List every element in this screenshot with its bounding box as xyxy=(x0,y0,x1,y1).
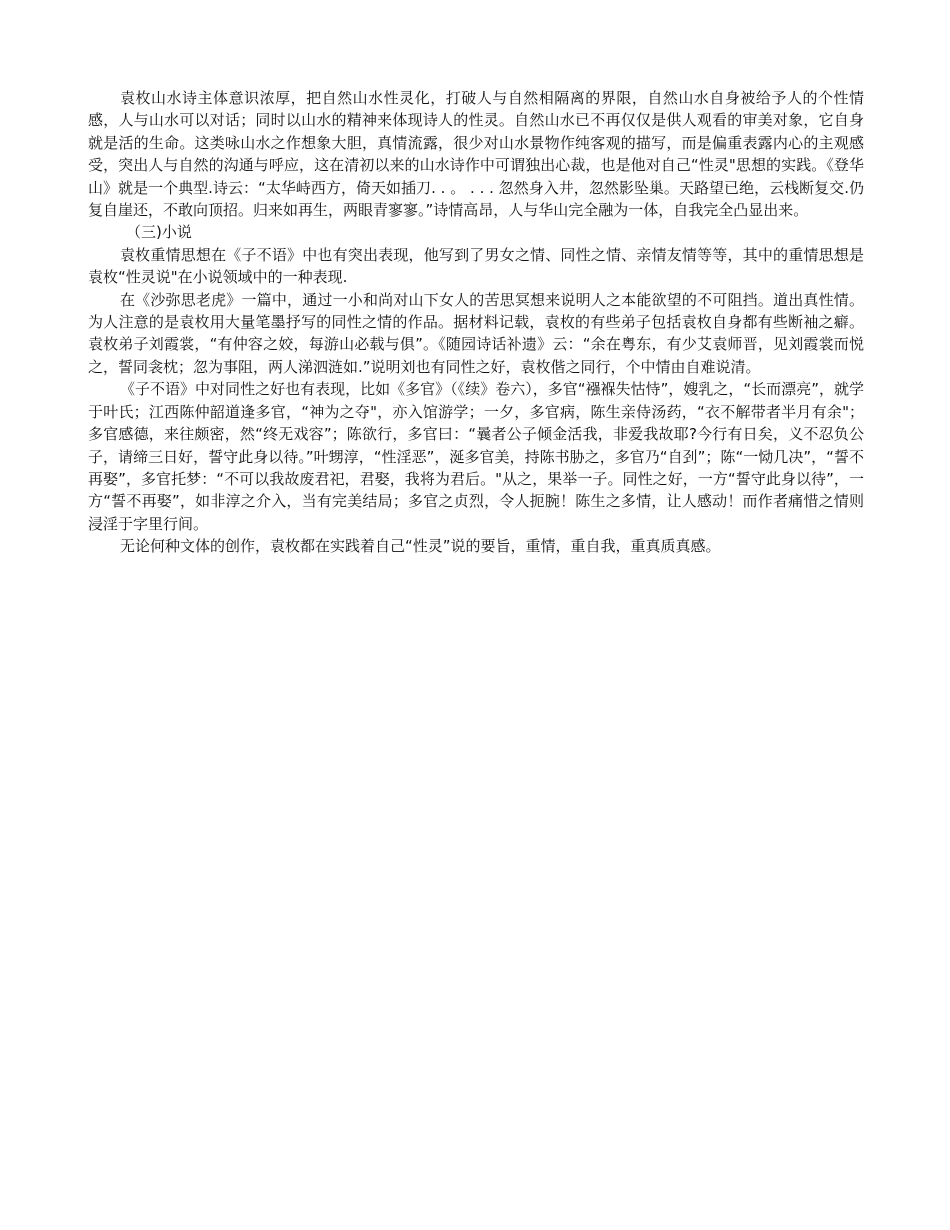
section-heading-novel: （三)小说 xyxy=(126,223,192,242)
paragraph-novel-intro: 袁枚重情思想在《子不语》中也有突出表现，他写到了男女之情、同性之情、亲情友情等等，其中的重情思想是袁枚“性灵说"在小说领域中的一种表现. xyxy=(88,245,864,287)
paragraph-shamisi-laohu: 在《沙弥思老虎》一篇中，通过一小和尚对山下女人的苦思冥想来说明人之本能欲望的不可阻挡。道出真性情。为人注意的是袁枚用大量笔墨抒写的同性之情的作品。据材料记载，袁枚的有些弟子包括袁枚自身都有些断袖之癖。袁枚弟子刘霞裳，“有仲容之姣，每游山必载与俱”。《随园诗话补遗》云：“余在粤东，有少艾袁师晋，见刘霞裳而悦之，誓同衾枕；忽为事阻，两人涕泗涟如.”说明刘也有同性之好，袁枚偕之同行，个中情由自难说清。 xyxy=(88,290,864,376)
paragraph-duoguan: 《子不语》中对同性之好也有表现，比如《多官》（《续》卷六），多官“襁褓失怙恃”，嫂乳之，“长而漂亮”，就学于叶氏；江西陈仲韶道逢多官，“神为之夺"，亦入馆游学；一夕，多官病，陈生亲侍汤药，“衣不解带者半月有余"；多官感德，来往颇密，然“终无戏容”；陈欲行，多官曰：“曩者公子倾金活我，非爱我故耶?今行有日矣，义不忍负公子，请缔三日好，誓守此身以待。”叶甥淳，“性淫恶”，涎多官美，持陈书胁之，多官乃“自刭”；陈“一恸几决”，“誓不再娶”，多官托梦：“不可以我故废君祀，君娶，我将为君后。"从之，果举一子。同性之好，一方“誓守此身以待”，一方“誓不再娶”，如非淳之介入，当有完美结局；多官之贞烈，令人扼腕！陈生之多情，让人感动！而作者痛惜之情则浸淫于字里行间。 xyxy=(88,380,864,533)
paragraph-shanshui-poetry: 袁枚山水诗主体意识浓厚，把自然山水性灵化，打破人与自然相隔离的界限，自然山水自身被给予人的个性情感，人与山水可以对话；同时以山水的精神来体现诗人的性灵。自然山水已不再仅仅是供人观看的审美对象，它自身就是活的生命。这类咏山水之作想象大胆，真情流露，很少对山水景物作纯客观的描写，而是偏重表露内心的主观感受，突出人与自然的沟通与呼应，这在清初以来的山水诗作中可谓独出心裁，也是他对自己“性灵"思想的实践。《登华山》就是一个典型.诗云：“太华峙西方，倚天如插刀. . 。 . . . 忽然身入井，忽然影坠巢。天路望已绝，云栈断复交.仍复自崖还，不敢向顶招。归来如再生，两眼青寥寥。”诗情高昂，人与华山完全融为一体，自我完全凸显出来。 xyxy=(88,89,864,220)
document-page xyxy=(88,87,864,558)
paragraph-conclusion: 无论何种文体的创作，袁枚都在实践着自己“性灵”说的要旨，重情，重自我，重真质真感。 xyxy=(120,537,721,556)
